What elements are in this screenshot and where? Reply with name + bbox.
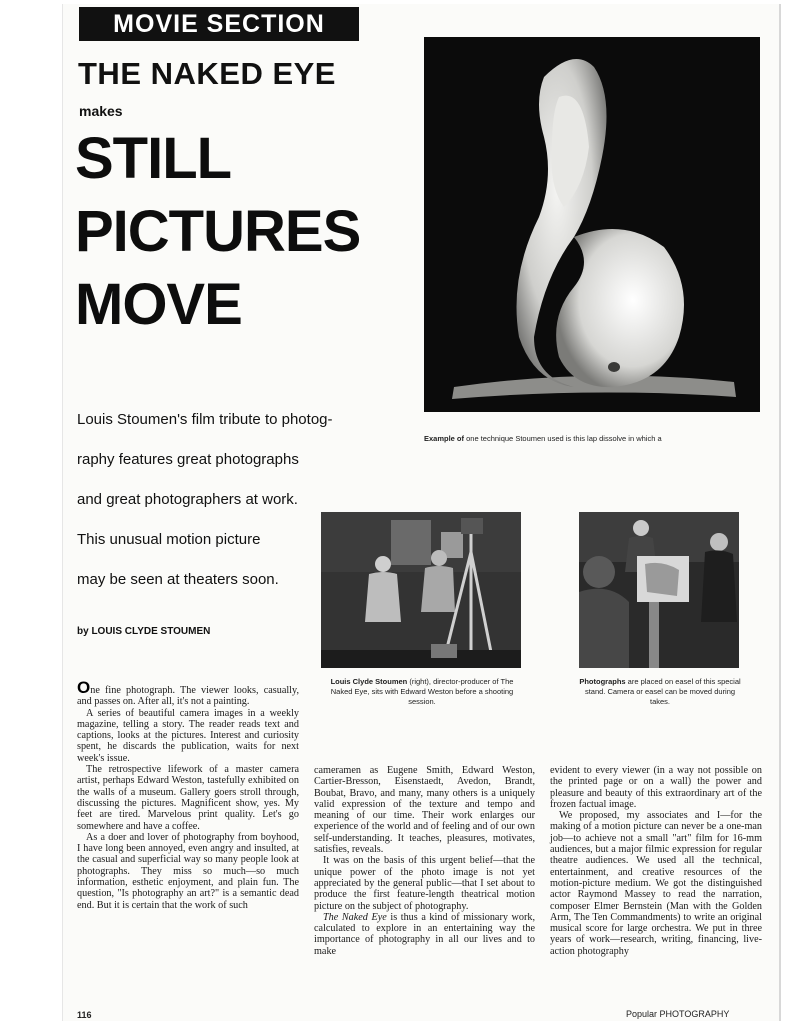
deck-line-2: raphy features great photographs bbox=[77, 451, 299, 468]
headline-line-3: MOVE bbox=[75, 272, 242, 337]
easel-photo-caption bbox=[575, 677, 745, 707]
photo1-caption-text: (right), director-producer of The Naked Eye, sits with Edward Weston before a shooting session. bbox=[330, 677, 514, 706]
photo2-caption-text: are placed on easel of this special stand. Camera or easel can be moved during takes. bbox=[584, 677, 741, 706]
magazine-name: Popular PHOTOGRAPHY bbox=[626, 1009, 730, 1019]
easel-stand-photograph bbox=[579, 512, 739, 668]
deck-line-3: and great photographers at work. bbox=[77, 491, 298, 508]
headline bbox=[75, 122, 360, 341]
page-number: 116 bbox=[77, 1010, 92, 1020]
deck-line-4: This unusual motion picture bbox=[77, 531, 261, 548]
main-photo-caption bbox=[424, 434, 769, 443]
body-column-3 bbox=[550, 765, 762, 957]
deck-line-1: Louis Stoumen's film tribute to photog- bbox=[77, 411, 333, 428]
main-caption-lead: Example of bbox=[424, 434, 465, 443]
drop-cap: O bbox=[77, 678, 91, 697]
paragraph-text: is thus a kind of missionary work, calculated to explore in an entertaining way the importance of photography in all our lives and to make bbox=[314, 911, 536, 957]
paragraph-text: ne fine photograph. The viewer looks, casually, and passes on. After all, it's not a painting. bbox=[77, 685, 299, 708]
paragraph bbox=[314, 912, 535, 957]
deck-line-5: may be seen at theaters soon. bbox=[77, 571, 279, 588]
byline: by LOUIS CLYDE STOUMEN bbox=[77, 626, 211, 637]
main-caption-text: one technique Stoumen used is this lap dissolve in which a bbox=[466, 434, 662, 443]
paragraph: evident to every viewer (in a way not possible on the printed page or on a wall) the power and pleasure and beauty of this extraordinary art of the frozen factual image. bbox=[550, 765, 762, 810]
section-label: MOVIE SECTION bbox=[79, 7, 359, 41]
body-column-1 bbox=[77, 678, 299, 911]
article-title-line: THE NAKED EYE bbox=[78, 56, 336, 91]
paragraph: As a doer and lover of photography from boyhood, I have long been annoyed, even angry and insulted, at the casual and superficial way so many people look at photographs. They miss so much—so much information, esthetic enjoyment, and plain fun. The question, "Is photography an art?" is a semantic dead end. But it is certain that the work of such bbox=[77, 831, 299, 911]
headline-line-2: PICTURES bbox=[75, 199, 361, 264]
film-title: The Naked Eye bbox=[323, 911, 387, 923]
headline-line-1: STILL bbox=[75, 126, 232, 191]
photo1-caption-lead: Louis Clyde Stoumen bbox=[330, 677, 408, 686]
paragraph: We proposed, my associates and I—for the making of a motion picture can never be a one-man job—to achieve not a small "art" film for 16-mm audiences, but a major filmic expression for regular theatre audiences. We used all the technical, entertainment, and creative resources of the motion-picture medium. We got the distinguished actor Raymond Massey to read the narration, composer Elmer Bernstein (Man with the Golden Arm, The Ten Commandments) to write an original musical score for large orchestra. We put in three years of work—research, writing, financing, live-action photography bbox=[550, 810, 762, 957]
director-photograph bbox=[321, 512, 521, 668]
body-column-2 bbox=[314, 765, 535, 957]
shell-photograph bbox=[424, 37, 760, 412]
paragraph: A series of beautiful camera images in a weekly magazine, telling a story. The reader reads text and captions, looks at the pictures. Interest and curiosity spent, he discards the publication, waits for next week's issue. bbox=[77, 707, 299, 764]
paragraph: cameramen as Eugene Smith, Edward Weston, Cartier-Bresson, Eisenstaedt, Avedon, Brandt, Boubat, Bravo, and many, many others is a uniquely valid expression of the texture and tempo and meaning of our time. Their work enlarges our experience of the world and of feeling and of our own self-understanding. It teaches, pleasures, motivates, satisfies, reveals. bbox=[314, 765, 535, 856]
paragraph: The retrospective lifework of a master camera artist, perhaps Edward Weston, tastefully exhibited on the walls of a museum. Gallery goers stroll through, discussing the pictures. Magnificent show, yes. My feet are tired. Marvelous print quality. Let's go somewhere and have a coffee. bbox=[77, 764, 299, 832]
photo2-caption-lead: Photographs bbox=[579, 677, 626, 686]
director-photo-caption bbox=[322, 677, 522, 707]
paragraph: It was on the basis of this urgent belief—that the unique power of the photo image is not yet appreciated by the general public—that I set about to produce the first feature-length theatrical motion picture on the subject of photography. bbox=[314, 855, 535, 912]
article-deck bbox=[77, 400, 337, 600]
paragraph bbox=[77, 678, 299, 708]
title-connector: makes bbox=[79, 103, 123, 119]
